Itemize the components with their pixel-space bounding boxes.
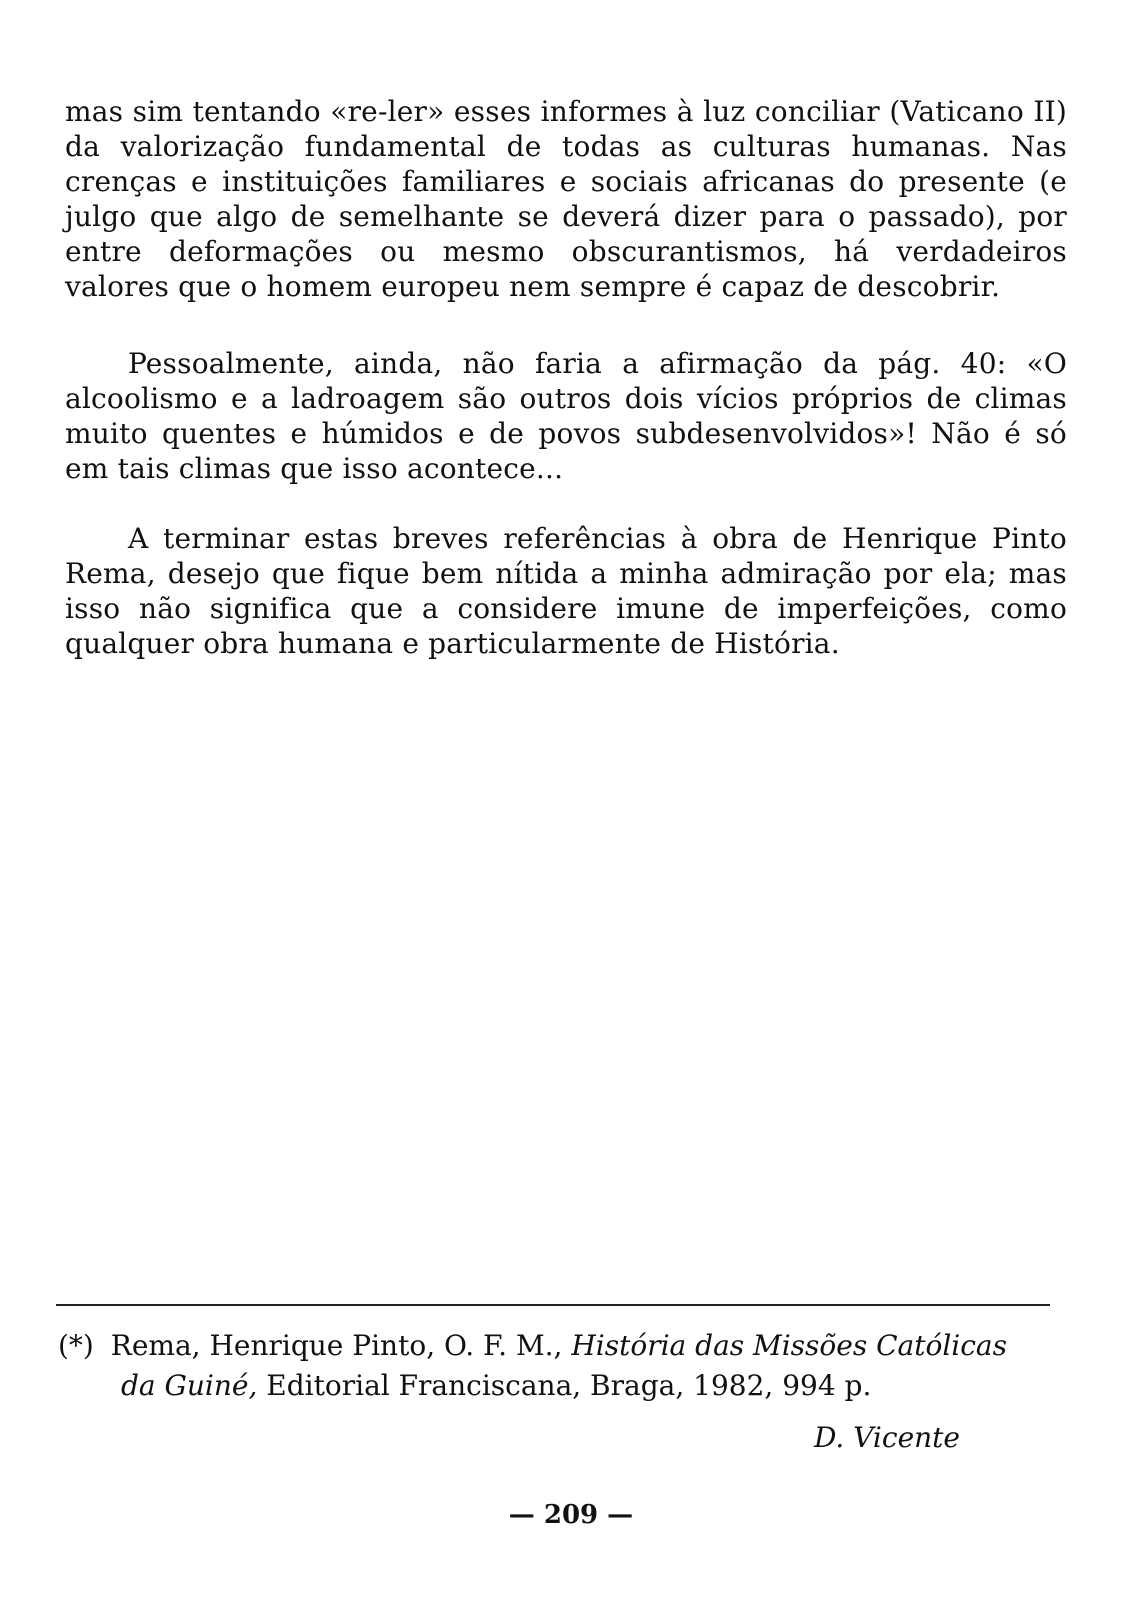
footnote: [58, 1326, 1058, 1406]
footnote-line-2: [58, 1366, 1058, 1406]
page-number: — 209 —: [508, 1500, 634, 1530]
signature: D. Vicente: [813, 1421, 960, 1454]
footnote-title-part1: História das Missões Católicas: [571, 1329, 1007, 1362]
footnote-title-part2: da Guiné,: [121, 1369, 258, 1402]
paragraph-1: mas sim tentando «re-ler» esses informes à luz conciliar (Vaticano II) da valorização fundamental de todas as culturas humanas. Nas crenças e instituições familiares e sociais africanas do presente (e julgo que algo de semelhante se deverá dizer para o passado), por entre deformações ou mesmo obscurantismos, há verdadeiros valores que o homem europeu nem sempre é capaz de descobrir.: [65, 95, 1067, 303]
paragraph-3: A terminar estas breves referências à obra de Henrique Pinto Rema, desejo que fique bem nítida a minha admiração por ela; mas isso não significa que a considere imune de imperfeições, como qualquer obra humana e particularmente de História.: [65, 522, 1067, 660]
footnote-marker: (*): [58, 1329, 94, 1362]
footnote-author: Rema, Henrique Pinto, O. F. M.,: [110, 1329, 563, 1362]
footnote-divider: [56, 1304, 1050, 1306]
footnote-line-1: [58, 1329, 1007, 1362]
footnote-publication: Editorial Franciscana, Braga, 1982, 994 p.: [266, 1369, 872, 1402]
paragraph-2: Pessoalmente, ainda, não faria a afirmação da pág. 40: «O alcoolismo e a ladroagem são outros dois vícios próprios de climas muito quentes e húmidos e de povos subdesenvolvidos»! Não é só em tais climas que isso acontece...: [65, 347, 1067, 485]
